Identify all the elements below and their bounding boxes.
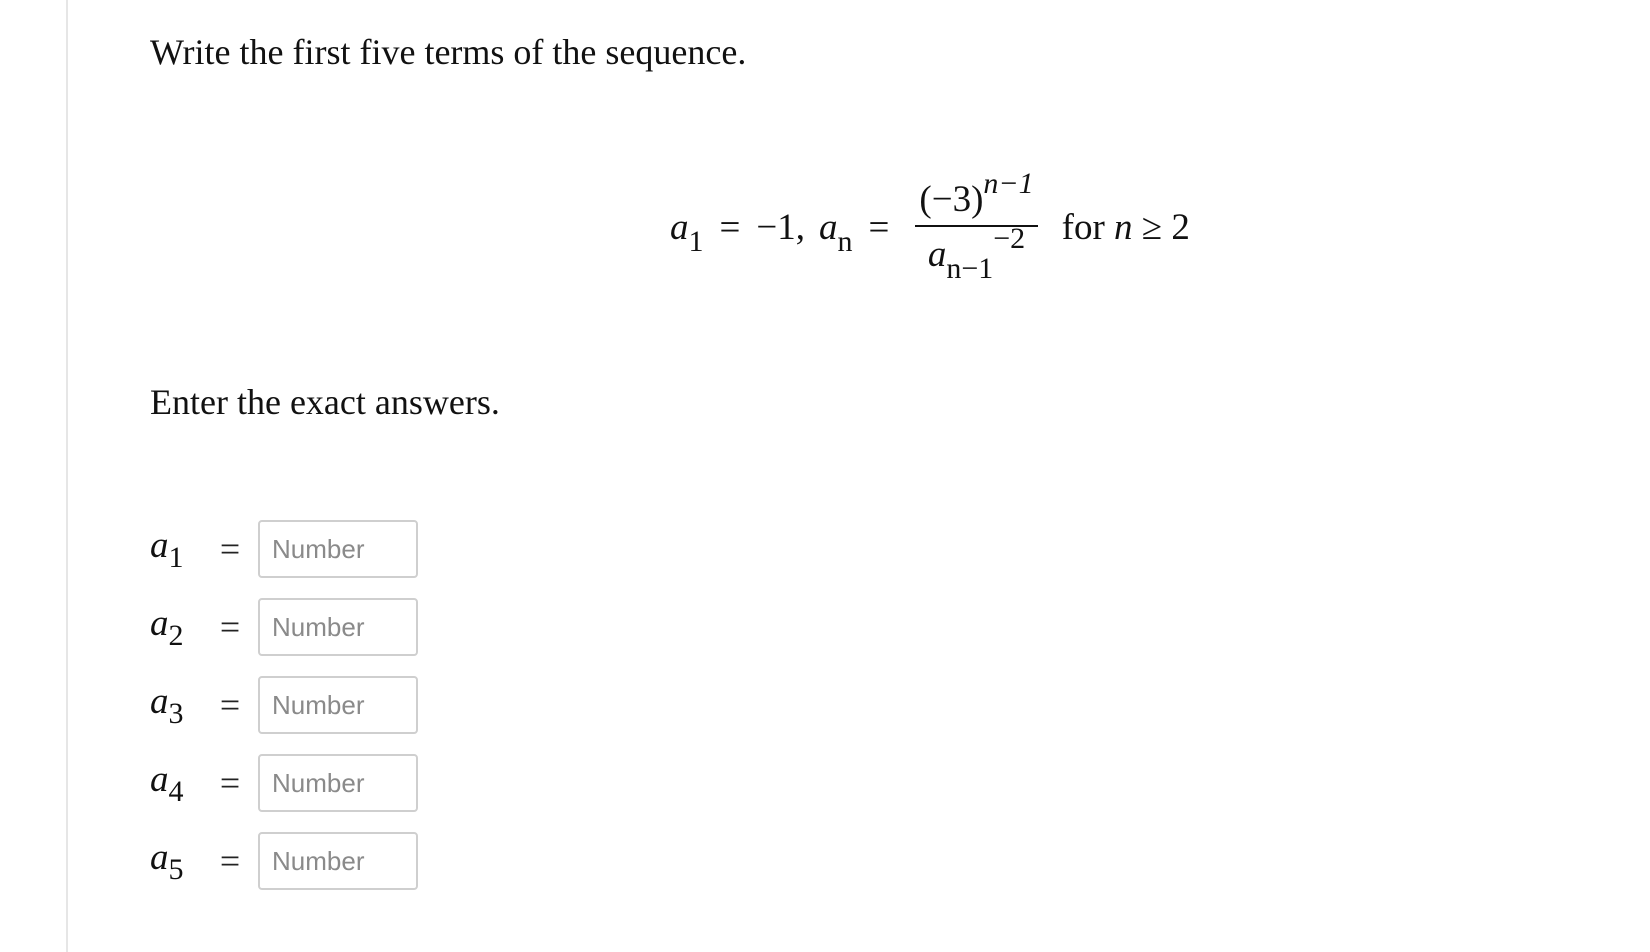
denominator-variable: a xyxy=(927,234,947,275)
answer-row-a5 xyxy=(150,832,418,890)
term-label xyxy=(150,758,202,808)
answer-input-a3[interactable] xyxy=(258,676,418,734)
term-index: 4 xyxy=(168,774,184,808)
general-term xyxy=(819,206,853,258)
general-term-variable: a xyxy=(819,206,838,248)
answer-row-a2 xyxy=(150,598,418,656)
equals-sign: = xyxy=(719,206,741,248)
equals-sign: = xyxy=(219,529,241,569)
term-variable: a xyxy=(150,758,169,800)
answer-row-a1 xyxy=(150,520,418,578)
question-prompt: Write the first five terms of the sequence. xyxy=(150,32,747,72)
left-border-rule xyxy=(66,0,68,952)
equals-sign: = xyxy=(219,763,241,803)
denominator-index: n−1 xyxy=(946,252,994,285)
term-label xyxy=(150,836,202,886)
term-variable: a xyxy=(150,524,169,566)
equals-sign: = xyxy=(219,607,241,647)
equals-sign: = xyxy=(219,841,241,881)
first-term-variable: a xyxy=(670,206,689,248)
answer-row-a3 xyxy=(150,676,418,734)
equals-sign: = xyxy=(868,206,890,248)
answer-input-a5[interactable] xyxy=(258,832,418,890)
term-variable: a xyxy=(150,602,169,644)
condition-variable: n xyxy=(1114,206,1133,248)
exact-answer-instruction: Enter the exact answers. xyxy=(150,382,500,422)
term-label xyxy=(150,602,202,652)
condition-rest: ≥ 2 xyxy=(1141,206,1190,248)
term-index: 5 xyxy=(168,852,184,886)
fraction-denominator xyxy=(924,222,1029,285)
term-index: 1 xyxy=(168,540,184,574)
general-term-index: n xyxy=(837,224,853,258)
term-variable: a xyxy=(150,836,169,878)
answer-list xyxy=(150,520,418,910)
condition-for: for xyxy=(1061,206,1105,248)
answer-row-a4 xyxy=(150,754,418,812)
term-label xyxy=(150,680,202,730)
sequence-formula xyxy=(670,162,1190,292)
denominator-exponent: −2 xyxy=(993,222,1026,255)
fraction-numerator xyxy=(915,167,1037,225)
numerator-exponent: n−1 xyxy=(983,167,1034,200)
recurrence-fraction xyxy=(915,167,1037,285)
term-index: 3 xyxy=(168,696,184,730)
answer-input-a2[interactable] xyxy=(258,598,418,656)
answer-input-a1[interactable] xyxy=(258,520,418,578)
answer-input-a4[interactable] xyxy=(258,754,418,812)
first-term-value: −1, xyxy=(756,206,805,248)
term-variable: a xyxy=(150,680,169,722)
first-term xyxy=(670,206,704,258)
formula-condition xyxy=(1062,206,1190,249)
term-index: 2 xyxy=(168,618,184,652)
first-term-index: 1 xyxy=(688,224,704,258)
term-label xyxy=(150,524,202,574)
equals-sign: = xyxy=(219,685,241,725)
numerator-base: (−3) xyxy=(919,179,984,220)
